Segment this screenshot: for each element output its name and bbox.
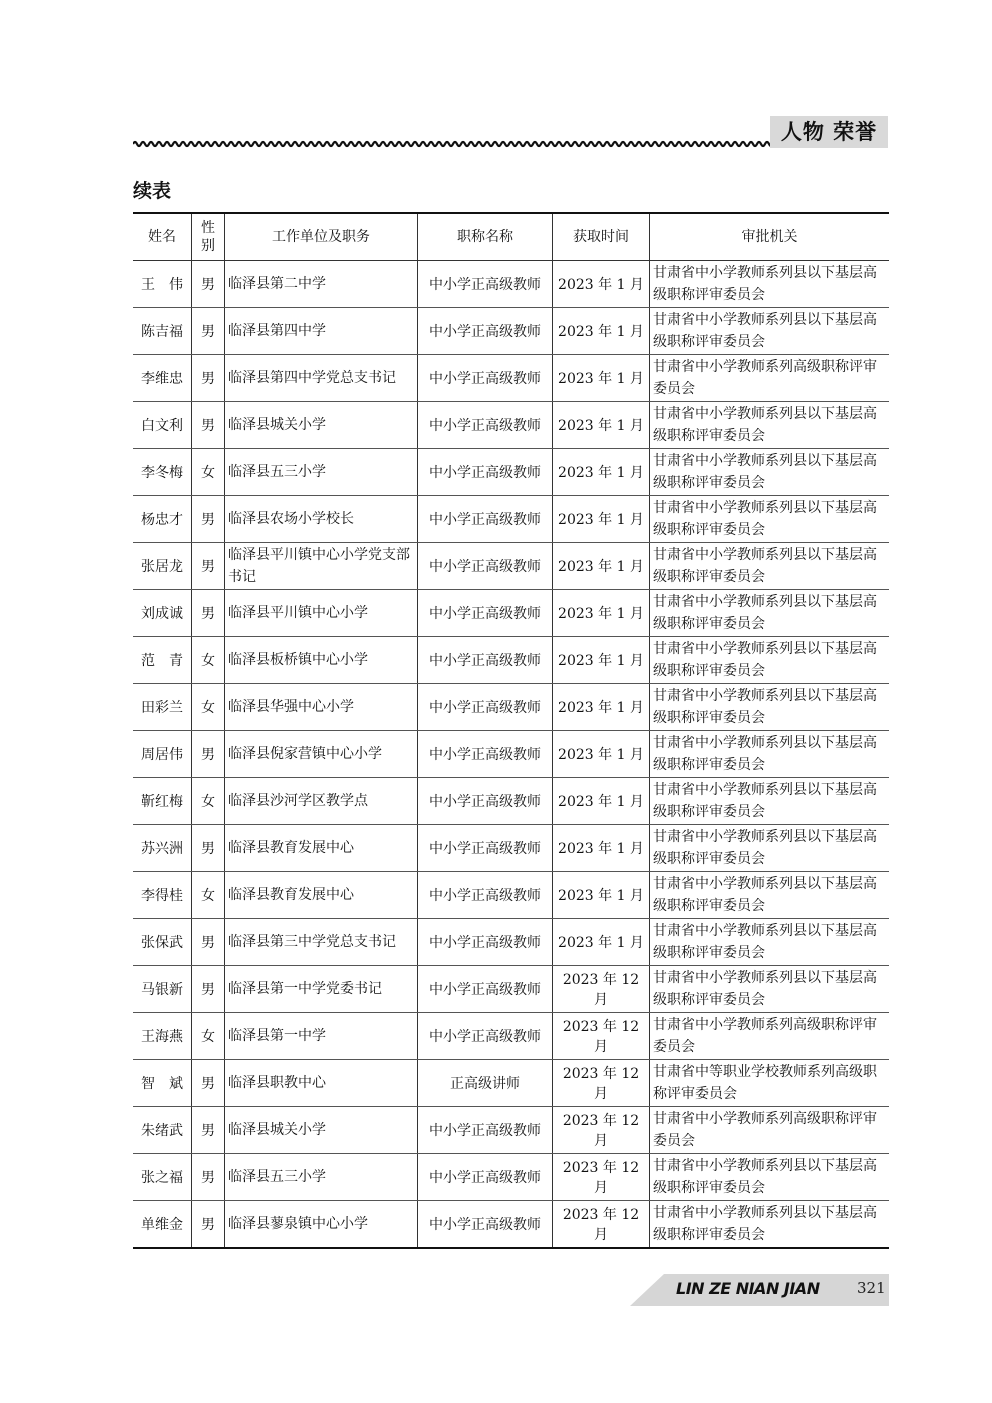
cell-authority: 甘肃省中小学教师系列县以下基层高级职称评审委员会 bbox=[650, 308, 890, 355]
cell-unit: 临泽县板桥镇中心小学 bbox=[225, 637, 418, 684]
cell-time: 2023 年 12 月 bbox=[553, 1154, 650, 1201]
table-row bbox=[133, 731, 889, 778]
cell-unit: 临泽县华强中心小学 bbox=[225, 684, 418, 731]
cell-name: 白文利 bbox=[133, 402, 192, 449]
cell-sex: 女 bbox=[192, 872, 225, 919]
cell-sex: 男 bbox=[192, 1154, 225, 1201]
header-title: 职称名称 bbox=[418, 213, 553, 261]
table-row bbox=[133, 1107, 889, 1154]
cell-sex: 男 bbox=[192, 261, 225, 308]
cell-title: 中小学正高级教师 bbox=[418, 872, 553, 919]
cell-title: 中小学正高级教师 bbox=[418, 731, 553, 778]
cell-authority: 甘肃省中小学教师系列县以下基层高级职称评审委员会 bbox=[650, 872, 890, 919]
cell-time: 2023 年 1 月 bbox=[553, 402, 650, 449]
cell-unit: 临泽县教育发展中心 bbox=[225, 872, 418, 919]
table-row bbox=[133, 496, 889, 543]
cell-name: 刘成诚 bbox=[133, 590, 192, 637]
cell-title: 中小学正高级教师 bbox=[418, 1107, 553, 1154]
cell-title: 中小学正高级教师 bbox=[418, 825, 553, 872]
cell-title: 中小学正高级教师 bbox=[418, 261, 553, 308]
cell-title: 正高级讲师 bbox=[418, 1060, 553, 1107]
cell-name: 周居伟 bbox=[133, 731, 192, 778]
journal-name: LIN ZE NIAN JIAN bbox=[676, 1279, 820, 1298]
cell-name: 李冬梅 bbox=[133, 449, 192, 496]
cell-time: 2023 年 1 月 bbox=[553, 825, 650, 872]
cell-unit: 临泽县第一中学 bbox=[225, 1013, 418, 1060]
cell-sex: 女 bbox=[192, 637, 225, 684]
table-header-row bbox=[133, 213, 889, 261]
cell-title: 中小学正高级教师 bbox=[418, 1154, 553, 1201]
cell-authority: 甘肃省中小学教师系列县以下基层高级职称评审委员会 bbox=[650, 496, 890, 543]
cell-sex: 男 bbox=[192, 1201, 225, 1249]
cell-sex: 男 bbox=[192, 543, 225, 590]
cell-authority: 甘肃省中等职业学校教师系列高级职称评审委员会 bbox=[650, 1060, 890, 1107]
cell-sex: 男 bbox=[192, 966, 225, 1013]
cell-title: 中小学正高级教师 bbox=[418, 778, 553, 825]
cell-name: 苏兴洲 bbox=[133, 825, 192, 872]
cell-authority: 甘肃省中小学教师系列高级职称评审委员会 bbox=[650, 1107, 890, 1154]
cell-authority: 甘肃省中小学教师系列县以下基层高级职称评审委员会 bbox=[650, 919, 890, 966]
cell-name: 张居龙 bbox=[133, 543, 192, 590]
cell-name: 单维金 bbox=[133, 1201, 192, 1249]
cell-time: 2023 年 1 月 bbox=[553, 778, 650, 825]
cell-title: 中小学正高级教师 bbox=[418, 966, 553, 1013]
table-row bbox=[133, 355, 889, 402]
cell-name: 朱绪武 bbox=[133, 1107, 192, 1154]
cell-unit: 临泽县第二中学 bbox=[225, 261, 418, 308]
cell-authority: 甘肃省中小学教师系列县以下基层高级职称评审委员会 bbox=[650, 449, 890, 496]
cell-authority: 甘肃省中小学教师系列高级职称评审委员会 bbox=[650, 355, 890, 402]
section-tag: 人物 荣誉 bbox=[770, 116, 888, 148]
cell-title: 中小学正高级教师 bbox=[418, 308, 553, 355]
cell-name: 王海燕 bbox=[133, 1013, 192, 1060]
cell-time: 2023 年 1 月 bbox=[553, 684, 650, 731]
cell-time: 2023 年 12 月 bbox=[553, 1013, 650, 1060]
cell-sex: 男 bbox=[192, 1060, 225, 1107]
cell-time: 2023 年 12 月 bbox=[553, 966, 650, 1013]
cell-sex: 男 bbox=[192, 496, 225, 543]
cell-unit: 临泽县第四中学 bbox=[225, 308, 418, 355]
cell-time: 2023 年 1 月 bbox=[553, 637, 650, 684]
header-unit: 工作单位及职务 bbox=[225, 213, 418, 261]
cell-time: 2023 年 1 月 bbox=[553, 590, 650, 637]
table-row bbox=[133, 1154, 889, 1201]
cell-sex: 男 bbox=[192, 1107, 225, 1154]
header-name: 姓名 bbox=[133, 213, 192, 261]
cell-authority: 甘肃省中小学教师系列县以下基层高级职称评审委员会 bbox=[650, 402, 890, 449]
cell-authority: 甘肃省中小学教师系列县以下基层高级职称评审委员会 bbox=[650, 731, 890, 778]
cell-time: 2023 年 12 月 bbox=[553, 1201, 650, 1249]
cell-authority: 甘肃省中小学教师系列县以下基层高级职称评审委员会 bbox=[650, 825, 890, 872]
cell-time: 2023 年 1 月 bbox=[553, 919, 650, 966]
table-row bbox=[133, 308, 889, 355]
cell-title: 中小学正高级教师 bbox=[418, 1201, 553, 1249]
cell-name: 李得桂 bbox=[133, 872, 192, 919]
table-row bbox=[133, 825, 889, 872]
table-row bbox=[133, 261, 889, 308]
honors-table bbox=[133, 212, 889, 1249]
cell-time: 2023 年 1 月 bbox=[553, 872, 650, 919]
table-row bbox=[133, 919, 889, 966]
cell-unit: 临泽县第一中学党委书记 bbox=[225, 966, 418, 1013]
cell-authority: 甘肃省中小学教师系列高级职称评审委员会 bbox=[650, 1013, 890, 1060]
cell-sex: 女 bbox=[192, 684, 225, 731]
cell-sex: 女 bbox=[192, 449, 225, 496]
cell-sex: 男 bbox=[192, 308, 225, 355]
table-body bbox=[133, 261, 889, 1249]
cell-time: 2023 年 12 月 bbox=[553, 1060, 650, 1107]
cell-authority: 甘肃省中小学教师系列县以下基层高级职称评审委员会 bbox=[650, 778, 890, 825]
cell-time: 2023 年 1 月 bbox=[553, 496, 650, 543]
cell-name: 王 伟 bbox=[133, 261, 192, 308]
cell-time: 2023 年 1 月 bbox=[553, 308, 650, 355]
cell-authority: 甘肃省中小学教师系列县以下基层高级职称评审委员会 bbox=[650, 1154, 890, 1201]
cell-time: 2023 年 1 月 bbox=[553, 355, 650, 402]
cell-name: 张之福 bbox=[133, 1154, 192, 1201]
table-row bbox=[133, 684, 889, 731]
table-row bbox=[133, 449, 889, 496]
cell-title: 中小学正高级教师 bbox=[418, 590, 553, 637]
cell-authority: 甘肃省中小学教师系列县以下基层高级职称评审委员会 bbox=[650, 684, 890, 731]
cell-unit: 临泽县农场小学校长 bbox=[225, 496, 418, 543]
cell-sex: 男 bbox=[192, 731, 225, 778]
cell-authority: 甘肃省中小学教师系列县以下基层高级职称评审委员会 bbox=[650, 543, 890, 590]
cell-sex: 女 bbox=[192, 1013, 225, 1060]
header-sex: 性别 bbox=[192, 213, 225, 261]
cell-title: 中小学正高级教师 bbox=[418, 684, 553, 731]
cell-title: 中小学正高级教师 bbox=[418, 496, 553, 543]
cell-title: 中小学正高级教师 bbox=[418, 637, 553, 684]
cell-time: 2023 年 1 月 bbox=[553, 261, 650, 308]
cell-authority: 甘肃省中小学教师系列县以下基层高级职称评审委员会 bbox=[650, 261, 890, 308]
cell-sex: 女 bbox=[192, 778, 225, 825]
cell-name: 张保武 bbox=[133, 919, 192, 966]
table-row bbox=[133, 543, 889, 590]
table-row bbox=[133, 637, 889, 684]
cell-name: 田彩兰 bbox=[133, 684, 192, 731]
cell-authority: 甘肃省中小学教师系列县以下基层高级职称评审委员会 bbox=[650, 1201, 890, 1249]
header-time: 获取时间 bbox=[553, 213, 650, 261]
cell-unit: 临泽县职教中心 bbox=[225, 1060, 418, 1107]
cell-sex: 男 bbox=[192, 590, 225, 637]
table-continued-title: 续表 bbox=[133, 180, 172, 202]
cell-sex: 男 bbox=[192, 825, 225, 872]
cell-unit: 临泽县教育发展中心 bbox=[225, 825, 418, 872]
table-row bbox=[133, 778, 889, 825]
cell-sex: 男 bbox=[192, 355, 225, 402]
table-row bbox=[133, 590, 889, 637]
cell-unit: 临泽县第四中学党总支书记 bbox=[225, 355, 418, 402]
page-number: 321 bbox=[857, 1279, 886, 1297]
cell-name: 靳红梅 bbox=[133, 778, 192, 825]
cell-name: 杨忠才 bbox=[133, 496, 192, 543]
cell-time: 2023 年 1 月 bbox=[553, 543, 650, 590]
cell-unit: 临泽县城关小学 bbox=[225, 402, 418, 449]
table-row bbox=[133, 402, 889, 449]
cell-name: 智 斌 bbox=[133, 1060, 192, 1107]
table-row bbox=[133, 1060, 889, 1107]
cell-title: 中小学正高级教师 bbox=[418, 355, 553, 402]
cell-unit: 临泽县平川镇中心小学党支部书记 bbox=[225, 543, 418, 590]
table-row bbox=[133, 872, 889, 919]
cell-unit: 临泽县蓼泉镇中心小学 bbox=[225, 1201, 418, 1249]
cell-sex: 男 bbox=[192, 402, 225, 449]
cell-title: 中小学正高级教师 bbox=[418, 402, 553, 449]
cell-name: 陈吉福 bbox=[133, 308, 192, 355]
cell-name: 范 青 bbox=[133, 637, 192, 684]
cell-title: 中小学正高级教师 bbox=[418, 543, 553, 590]
cell-name: 李维忠 bbox=[133, 355, 192, 402]
cell-sex: 男 bbox=[192, 919, 225, 966]
cell-authority: 甘肃省中小学教师系列县以下基层高级职称评审委员会 bbox=[650, 637, 890, 684]
cell-unit: 临泽县五三小学 bbox=[225, 1154, 418, 1201]
cell-title: 中小学正高级教师 bbox=[418, 449, 553, 496]
cell-unit: 临泽县平川镇中心小学 bbox=[225, 590, 418, 637]
cell-unit: 临泽县倪家营镇中心小学 bbox=[225, 731, 418, 778]
cell-authority: 甘肃省中小学教师系列县以下基层高级职称评审委员会 bbox=[650, 966, 890, 1013]
cell-time: 2023 年 1 月 bbox=[553, 731, 650, 778]
cell-unit: 临泽县第三中学党总支书记 bbox=[225, 919, 418, 966]
cell-unit: 临泽县沙河学区教学点 bbox=[225, 778, 418, 825]
cell-name: 马银新 bbox=[133, 966, 192, 1013]
cell-authority: 甘肃省中小学教师系列县以下基层高级职称评审委员会 bbox=[650, 590, 890, 637]
cell-unit: 临泽县城关小学 bbox=[225, 1107, 418, 1154]
table-row bbox=[133, 1201, 889, 1249]
cell-title: 中小学正高级教师 bbox=[418, 1013, 553, 1060]
cell-time: 2023 年 1 月 bbox=[553, 449, 650, 496]
table-row bbox=[133, 966, 889, 1013]
cell-title: 中小学正高级教师 bbox=[418, 919, 553, 966]
header-authority: 审批机关 bbox=[650, 213, 890, 261]
cell-time: 2023 年 12 月 bbox=[553, 1107, 650, 1154]
header-wave-rule bbox=[133, 138, 773, 150]
table-row bbox=[133, 1013, 889, 1060]
cell-unit: 临泽县五三小学 bbox=[225, 449, 418, 496]
